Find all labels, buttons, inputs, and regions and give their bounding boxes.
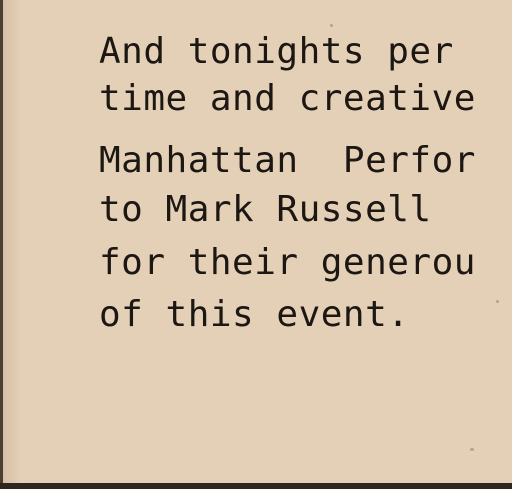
paper-speck xyxy=(330,24,333,27)
paragraph-2-line-2: to Mark Russell xyxy=(99,189,432,230)
paper-speck xyxy=(470,448,474,451)
paragraph-1-line-2: time and creative xyxy=(99,78,476,119)
page-binding-shade xyxy=(3,0,21,489)
paragraph-2-line-4: of this event. xyxy=(99,294,410,335)
paragraph-1-line-1: And tonights per xyxy=(99,31,454,72)
paragraph-2-line-1: Manhattan Perfor xyxy=(99,140,476,181)
paragraph-2-line-3: for their generou xyxy=(99,242,476,283)
page-bottom-edge xyxy=(0,483,512,489)
paper-speck xyxy=(496,300,499,303)
